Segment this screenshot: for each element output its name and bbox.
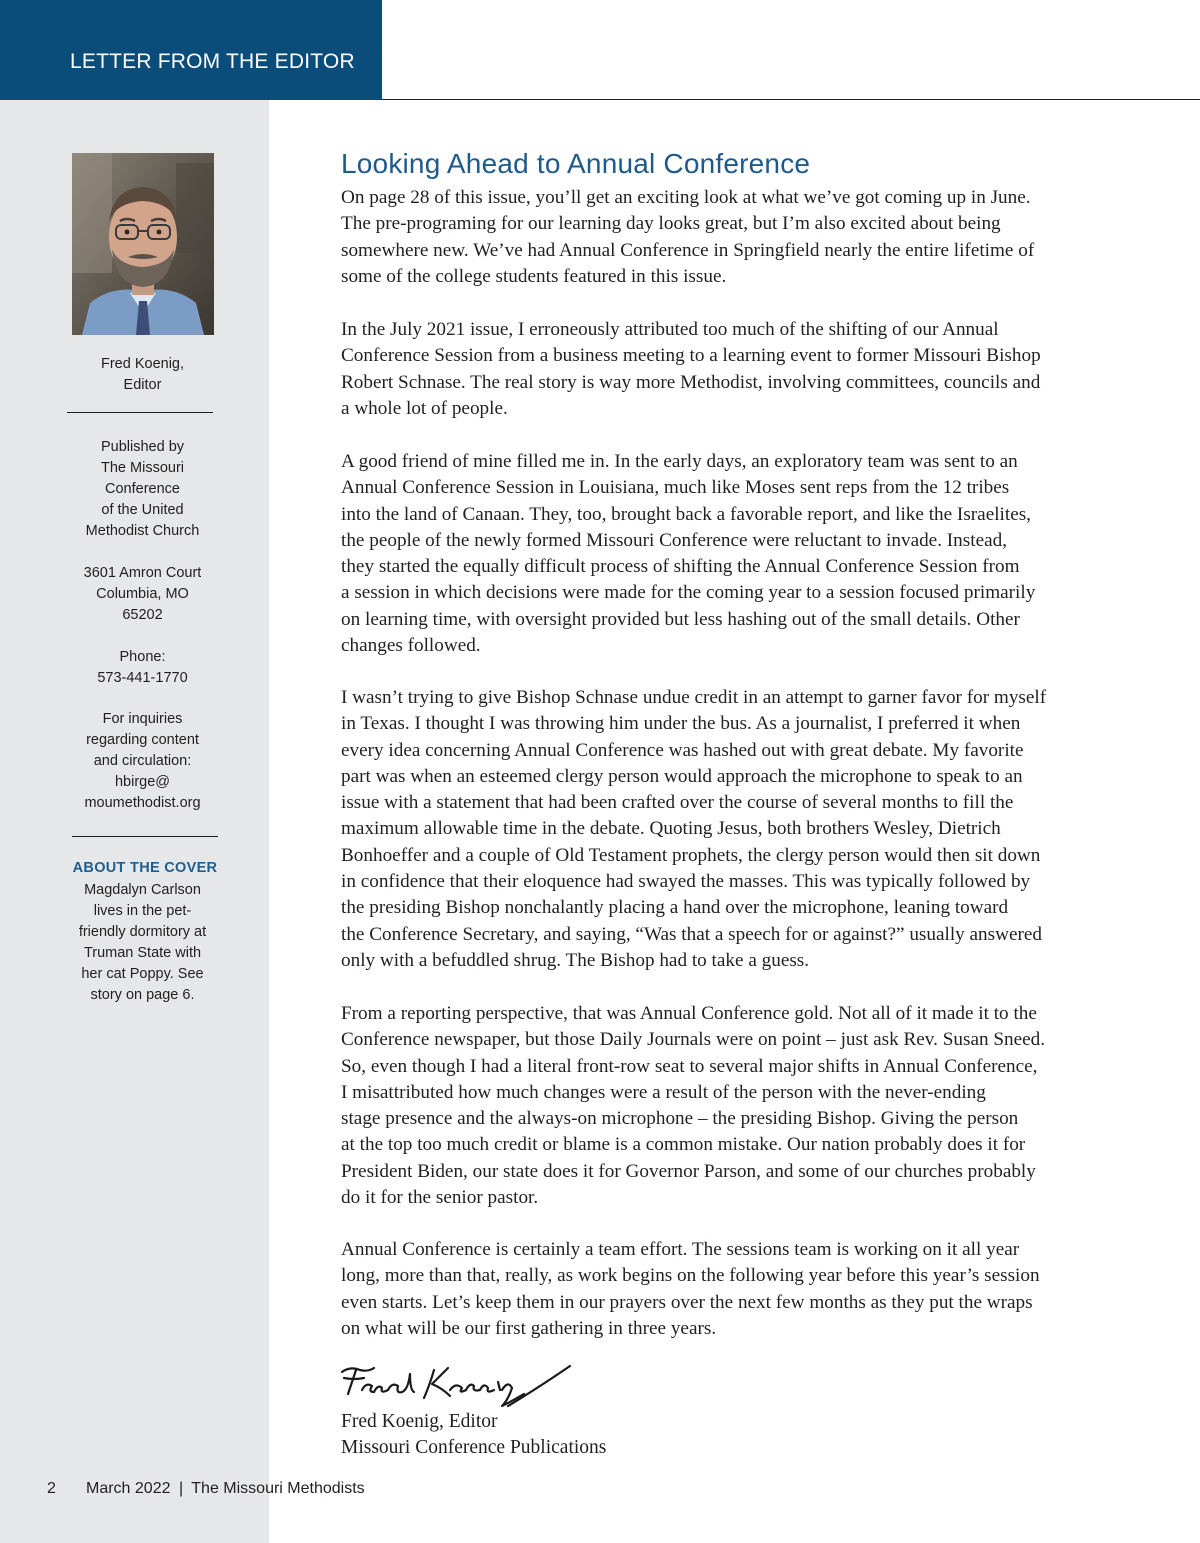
publisher-line: Conference <box>105 481 180 497</box>
paragraph-line: changes followed. <box>341 635 481 657</box>
editor-caption <box>40 354 245 396</box>
publisher-line: Methodist Church <box>85 523 200 539</box>
address-line: 65202 <box>122 607 163 623</box>
paragraph-line: in Texas. I thought I was throwing him under the bus. As a journalist, I preferred it when <box>341 713 1021 735</box>
inquiries-email: hbirge@ <box>114 774 171 790</box>
paragraph-line: they started the equally difficult process of shifting the Annual Conference Session from <box>341 556 1020 578</box>
section-label: LETTER FROM THE EDITOR <box>70 50 355 73</box>
editor-caption-name: Fred Koenig, <box>100 356 185 372</box>
about-cover-text <box>40 880 245 1006</box>
paragraph-line: Conference newspaper, but those Daily Journals were on point – just ask Rev. Susan Sneed. <box>341 1029 1046 1051</box>
paragraph-line: From a reporting perspective, that was Annual Conference gold. Not all of it made it to the <box>341 1003 1037 1024</box>
editor-photo <box>72 153 214 335</box>
editor-portrait-illustration <box>72 153 214 335</box>
publisher-line: The Missouri <box>101 460 184 476</box>
paragraph-line: every idea concerning Annual Conference was hashed out with great debate. My favorite <box>341 739 1024 761</box>
paragraph-line: the people of the newly formed Missouri Conference were reluctant to invade. Instead, <box>341 529 1007 551</box>
editor-signature <box>338 1360 578 1417</box>
paragraph-line: maximum allowable time in the debate. Quoting Jesus, both brothers Wesley, Dietrich <box>341 818 1001 840</box>
paragraph-line: even starts. Let’s keep them in our prayers over the next few months as they put the wraps <box>341 1291 1033 1313</box>
mailing-address <box>40 563 245 626</box>
phone-label: Phone: <box>119 649 166 665</box>
paragraph-line: I misattributed how much changes were a result of the person with the never-ending <box>341 1081 986 1103</box>
paragraph-line: at the top too much credit or blame is a common mistake. Our nation probably does it for <box>341 1134 1026 1156</box>
paragraph-line: somewhere new. We’ve had Annual Conference in Springfield nearly the entire lifetime of <box>341 239 1035 261</box>
inquiries-line: For inquiries <box>102 711 183 727</box>
article-paragraph <box>341 185 1131 290</box>
signature-scribble <box>338 1360 578 1412</box>
paragraph-line: stage presence and the always-on microphone – the presiding Bishop. Giving the person <box>341 1108 1019 1130</box>
paragraph-line: a whole lot of people. <box>341 397 508 419</box>
address-line: 3601 Amron Court <box>83 565 202 581</box>
about-cover-heading: ABOUT THE COVER <box>72 860 218 876</box>
cover-text-line: her cat Poppy. See <box>81 966 204 982</box>
article-paragraph <box>341 449 1131 659</box>
cover-text-line: Truman State with <box>83 945 202 961</box>
footer-separator: | <box>178 1480 184 1497</box>
paragraph-line: the Conference Secretary, and saying, “Was that a speech for or against?” usually answered <box>341 923 1042 945</box>
paragraph-line: long, more than that, really, as work begins on the following year before this year’s session <box>341 1265 1040 1287</box>
cover-text-line: Magdalyn Carlson <box>84 882 201 898</box>
phone-info <box>40 647 245 689</box>
signoff-name: Fred Koenig, Editor <box>341 1411 498 1432</box>
paragraph-line: a session in which decisions were made for the coming year to a session focused primarily <box>341 582 1036 604</box>
paragraph-line: Annual Conference is certainly a team effort. The sessions team is working on it all year <box>341 1239 1020 1260</box>
paragraph-line: Annual Conference Session in Louisiana, much like Moses sent reps from the 12 tribes <box>341 477 1010 499</box>
editor-caption-role: Editor <box>123 377 162 393</box>
header-rule <box>382 99 1200 100</box>
paragraph-line: in confidence that their eloquence had swayed the masses. This was typically followed by <box>341 871 1031 893</box>
section-header-bar <box>0 0 382 100</box>
paragraph-line: some of the college students featured in this issue. <box>341 265 727 287</box>
paragraph-line: On page 28 of this issue, you’ll get an exciting look at what we’ve got coming up in June. <box>341 187 1031 208</box>
inquiries-email: moumethodist.org <box>84 795 201 811</box>
paragraph-line: only with a befuddled shrug. The Bishop had to take a guess. <box>341 949 810 971</box>
article-title: Looking Ahead to Annual Conference <box>341 148 811 179</box>
paragraph-line: I wasn’t trying to give Bishop Schnase undue credit in an attempt to garner favor for myself <box>341 687 1047 708</box>
paragraph-line: Robert Schnase. The real story is way more Methodist, involving committees, councils and <box>341 371 1041 393</box>
paragraph-line: issue with a statement that had been crafted over the course of several months to fill the <box>341 792 1014 814</box>
signoff-organization: Missouri Conference Publications <box>341 1437 607 1458</box>
inquiries-line: and circulation: <box>93 753 192 769</box>
phone-number: 573-441-1770 <box>97 670 188 686</box>
page-footer <box>47 1480 365 1498</box>
sidebar-divider <box>72 836 218 837</box>
paragraph-line: Bonhoeffer and a couple of Old Testament prophets, the clergy person would then sit down <box>341 844 1041 866</box>
cover-text-line: story on page 6. <box>90 987 195 1003</box>
paragraph-line: Conference Session from a business meeting to a learning event to former Missouri Bishop <box>341 345 1041 367</box>
paragraph-line: So, even though I had a literal front-row seat to several major shifts in Annual Conference, <box>341 1055 1038 1077</box>
paragraph-line: on what will be our first gathering in three years. <box>341 1317 717 1339</box>
publisher-info <box>40 437 245 542</box>
article-paragraph <box>341 1001 1131 1211</box>
paragraph-line: on learning time, with oversight provided but less hashing out of the small details. Other <box>341 608 1020 630</box>
paragraph-line: do it for the senior pastor. <box>341 1187 539 1209</box>
paragraph-line: the presiding Bishop nonchalantly placing a hand over the microphone, leaning toward <box>341 897 1009 919</box>
publication-name: The Missouri Methodists <box>191 1480 365 1497</box>
issue-date: March 2022 <box>86 1480 171 1497</box>
paragraph-line: In the July 2021 issue, I erroneously attributed too much of the shifting of our Annual <box>341 319 999 340</box>
inquiries-info <box>40 709 245 814</box>
paragraph-line: A good friend of mine filled me in. In the early days, an exploratory team was sent to an <box>341 451 1018 472</box>
inquiries-line: regarding content <box>86 732 199 748</box>
paragraph-line: President Biden, our state does it for Governor Parson, and some of our churches probably <box>341 1160 1036 1182</box>
paragraph-line: The pre-programing for our learning day looks great, but I’m also excited about being <box>341 213 1001 235</box>
publisher-line: Published by <box>100 439 185 455</box>
article-paragraph <box>341 1237 1131 1342</box>
page-number: 2 <box>47 1480 56 1497</box>
paragraph-line: part was when an esteemed clergy person would approach the microphone to speak to an <box>341 765 1023 787</box>
publisher-line: of the United <box>101 502 184 518</box>
cover-text-line: friendly dormitory at <box>78 924 207 940</box>
article-paragraph <box>341 317 1131 422</box>
sidebar-divider <box>67 412 213 413</box>
address-line: Columbia, MO <box>96 586 189 602</box>
paragraph-line: into the land of Canaan. They, too, brought back a favorable report, and like the Israelites, <box>341 503 1031 525</box>
cover-text-line: lives in the pet- <box>93 903 192 919</box>
article-paragraph <box>341 685 1131 974</box>
